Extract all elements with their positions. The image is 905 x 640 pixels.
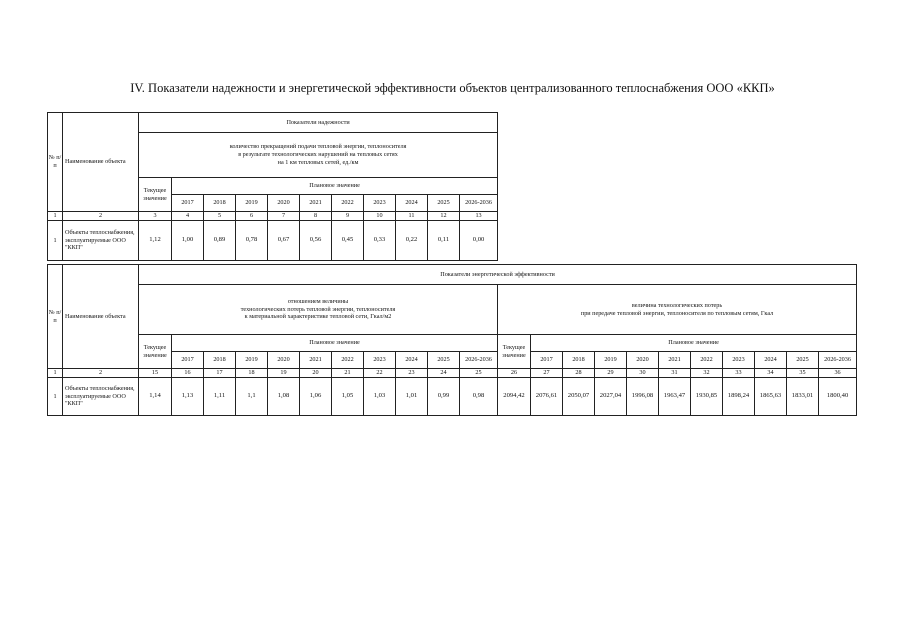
column-number: 36: [819, 369, 857, 378]
column-number: 1: [48, 212, 63, 221]
column-number: 34: [755, 369, 787, 378]
value-cell: 0,98: [460, 378, 498, 416]
column-number: 23: [396, 369, 428, 378]
year-header: 2026-2036: [460, 352, 498, 369]
page-title: IV. Показатели надежности и энергетической эффективности объектов централизованного теплоснабжения ООО «ККП»: [130, 81, 775, 95]
column-number: 15: [139, 369, 172, 378]
column-number: 17: [204, 369, 236, 378]
year-header: 2018: [204, 352, 236, 369]
planned-value-header: Плановое значение: [531, 335, 857, 352]
column-number: 8: [300, 212, 332, 221]
value-cell: 1800,40: [819, 378, 857, 416]
table-row: [48, 378, 857, 416]
year-header: 2023: [364, 352, 396, 369]
value-cell: 0,89: [204, 221, 236, 261]
year-header: 2019: [236, 352, 268, 369]
value-cell: 1,14: [139, 378, 172, 416]
column-number: 19: [268, 369, 300, 378]
column-number: 35: [787, 369, 819, 378]
value-cell: 1,01: [396, 378, 428, 416]
value-cell: 1,03: [364, 378, 396, 416]
column-number: 31: [659, 369, 691, 378]
value-cell: 1,1: [236, 378, 268, 416]
value-cell: 1,12: [139, 221, 172, 261]
object-name: Объекты теплоснабжения, эксплуатируемые ООО "ККП": [63, 221, 139, 261]
year-header: 2025: [428, 352, 460, 369]
year-header: 2021: [300, 195, 332, 212]
value-cell: 1,00: [172, 221, 204, 261]
column-number: 9: [332, 212, 364, 221]
value-cell: 1996,08: [627, 378, 659, 416]
value-cell: 1930,85: [691, 378, 723, 416]
year-header: 2020: [627, 352, 659, 369]
column-number: 25: [460, 369, 498, 378]
value-cell: 0,11: [428, 221, 460, 261]
value-cell: 1,13: [172, 378, 204, 416]
column-number: 33: [723, 369, 755, 378]
year-header: 2020: [268, 195, 300, 212]
value-cell: 0,22: [396, 221, 428, 261]
value-cell: 1833,01: [787, 378, 819, 416]
column-number: 7: [268, 212, 300, 221]
year-header: 2019: [236, 195, 268, 212]
row-number-header: № п/п: [48, 113, 63, 212]
column-number: 21: [332, 369, 364, 378]
reliability-indicator-header: количество прекращений подачи тепловой энергии, теплоносителя в результате технологических нарушений на тепловых сетях на 1 км тепловых сетей, ед./км: [139, 133, 498, 178]
planned-value-header: Плановое значение: [172, 335, 498, 352]
column-number: 16: [172, 369, 204, 378]
column-number: 28: [563, 369, 595, 378]
loss-volume-indicator-header: величина технологических потерь при передаче тепловой энергии, теплоносителя по тепловым сетям, Гкал: [498, 285, 857, 335]
year-header: 2022: [332, 352, 364, 369]
reliability-group-header: Показатели надежности: [139, 113, 498, 133]
value-cell: 0,99: [428, 378, 460, 416]
column-number: 24: [428, 369, 460, 378]
column-number: 3: [139, 212, 172, 221]
year-header: 2024: [396, 352, 428, 369]
value-cell: 1,11: [204, 378, 236, 416]
value-cell: 1,08: [268, 378, 300, 416]
value-cell: 1865,63: [755, 378, 787, 416]
object-name-header: Наименование объекта: [63, 265, 139, 369]
column-number: 2: [63, 212, 139, 221]
efficiency-group-header: Показатели энергетической эффективности: [139, 265, 857, 285]
year-header: 2019: [595, 352, 627, 369]
object-name-header: Наименование объекта: [63, 113, 139, 212]
reliability-table: [47, 112, 498, 261]
year-header: 2017: [172, 352, 204, 369]
column-number: 6: [236, 212, 268, 221]
year-header: 2017: [172, 195, 204, 212]
column-number: 29: [595, 369, 627, 378]
row-number-header: № п/п: [48, 265, 63, 369]
value-cell: 2027,04: [595, 378, 627, 416]
column-number: 27: [531, 369, 563, 378]
current-value-header: Текущее значение: [498, 335, 531, 369]
year-header: 2023: [723, 352, 755, 369]
loss-ratio-indicator-header: отношением величины технологических потерь тепловой энергии, теплоносителя к материальной характеристике тепловой сети, Гкал/м2: [139, 285, 498, 335]
value-cell: 0,33: [364, 221, 396, 261]
value-cell: 0,45: [332, 221, 364, 261]
column-number: 11: [396, 212, 428, 221]
column-number: 26: [498, 369, 531, 378]
column-number: 12: [428, 212, 460, 221]
year-header: 2018: [563, 352, 595, 369]
table-row: [48, 221, 498, 261]
year-header: 2018: [204, 195, 236, 212]
year-header: 2022: [332, 195, 364, 212]
year-header: 2024: [396, 195, 428, 212]
row-number: 1: [48, 221, 63, 261]
column-number: 20: [300, 369, 332, 378]
column-number: 5: [204, 212, 236, 221]
year-header: 2020: [268, 352, 300, 369]
year-header: 2017: [531, 352, 563, 369]
year-header: 2026-2036: [819, 352, 857, 369]
year-header: 2024: [755, 352, 787, 369]
energy-efficiency-table: [47, 264, 857, 416]
year-header: 2025: [428, 195, 460, 212]
year-header: 2021: [300, 352, 332, 369]
object-name: Объекты теплоснабжения, эксплуатируемые ООО "ККП": [63, 378, 139, 416]
current-value-header: Текущее значение: [139, 178, 172, 212]
column-number: 10: [364, 212, 396, 221]
column-number: 18: [236, 369, 268, 378]
year-header: 2025: [787, 352, 819, 369]
value-cell: 2076,61: [531, 378, 563, 416]
year-header: 2021: [659, 352, 691, 369]
column-number: 13: [460, 212, 498, 221]
value-cell: 2050,07: [563, 378, 595, 416]
column-number: 22: [364, 369, 396, 378]
column-number: 30: [627, 369, 659, 378]
value-cell: 1,06: [300, 378, 332, 416]
value-cell: 0,56: [300, 221, 332, 261]
current-value-header: Текущее значение: [139, 335, 172, 369]
year-header: 2026-2036: [460, 195, 498, 212]
year-header: 2023: [364, 195, 396, 212]
value-cell: 0,78: [236, 221, 268, 261]
column-number: 32: [691, 369, 723, 378]
year-header: 2022: [691, 352, 723, 369]
column-number: 4: [172, 212, 204, 221]
planned-value-header: Плановое значение: [172, 178, 498, 195]
column-number: 1: [48, 369, 63, 378]
value-cell: 1,05: [332, 378, 364, 416]
value-cell: 0,00: [460, 221, 498, 261]
value-cell: 2094,42: [498, 378, 531, 416]
value-cell: 0,67: [268, 221, 300, 261]
value-cell: 1898,24: [723, 378, 755, 416]
value-cell: 1963,47: [659, 378, 691, 416]
column-number: 2: [63, 369, 139, 378]
row-number: 1: [48, 378, 63, 416]
